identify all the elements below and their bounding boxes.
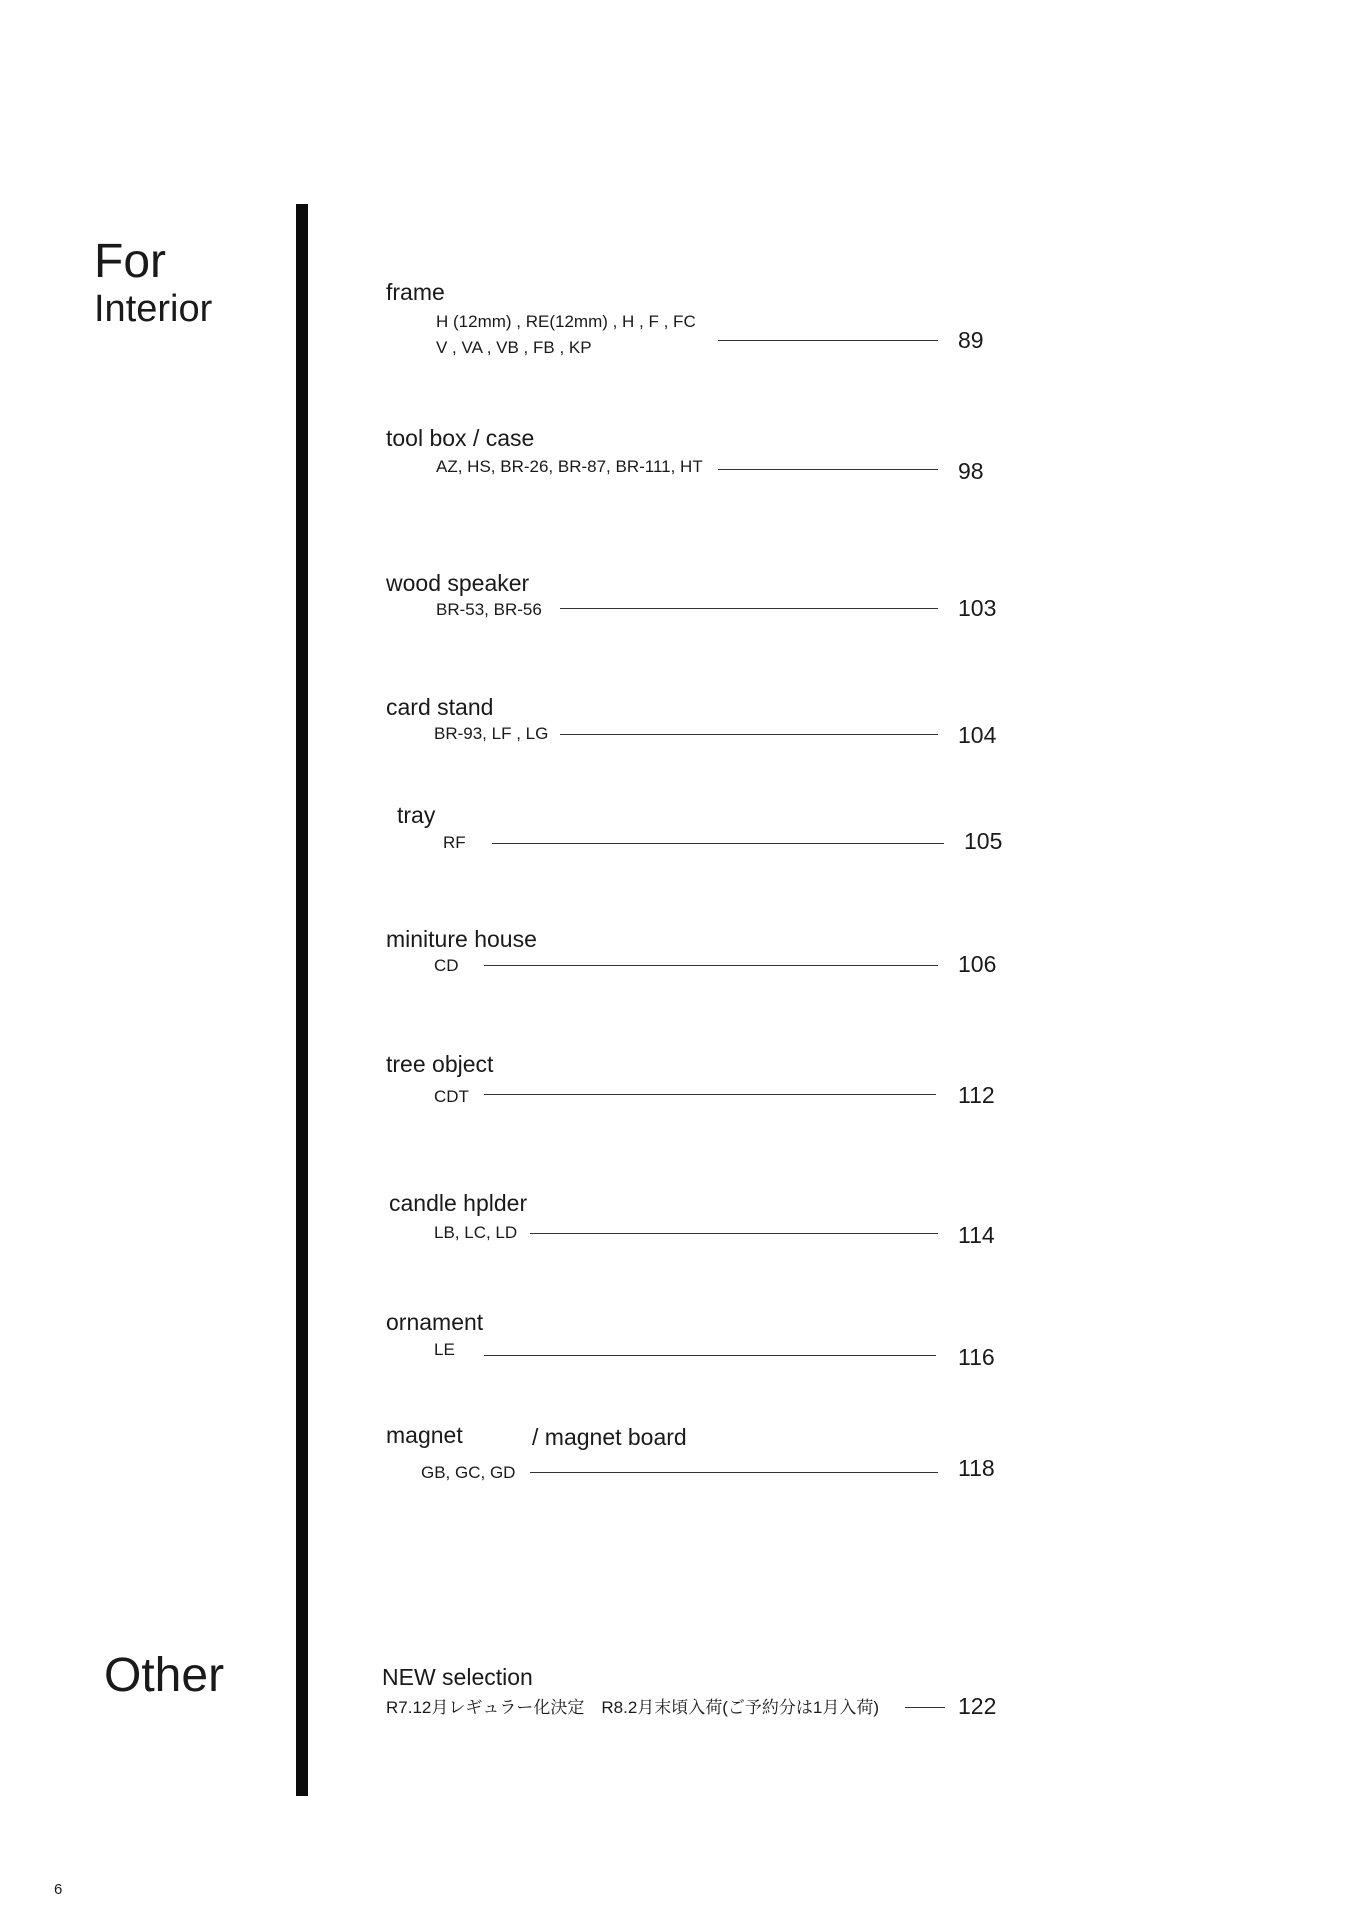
entry-title: ornament: [386, 1309, 484, 1335]
entry-title: tray: [397, 802, 436, 828]
entry-page-number: 116: [958, 1344, 995, 1370]
entry-title: wood speaker: [386, 570, 530, 596]
leader-line: [560, 608, 938, 609]
leader-line: [484, 1355, 936, 1356]
entry-title: tree object: [386, 1051, 494, 1077]
page-number: 6: [54, 1881, 63, 1898]
entry-models: BR-53, BR-56: [436, 600, 542, 619]
entry-title: NEW selection: [382, 1664, 533, 1690]
entry-models: H (12mm) , RE(12mm) , H , F , FC: [436, 312, 696, 331]
entry-title: tool box / case: [386, 425, 535, 451]
entry-models: CDT: [434, 1087, 469, 1106]
entry-note: R7.12月レギュラー化決定 R8.2月末頃入荷(ご予約分は1月入荷): [386, 1698, 880, 1717]
entry-page-number: 104: [958, 722, 997, 748]
entry-page-number: 98: [958, 458, 984, 484]
entry-models: LE: [434, 1340, 455, 1359]
entry-page-number: 122: [958, 1693, 997, 1719]
entry-title: miniture house: [386, 926, 537, 952]
entry-page-number: 105: [964, 828, 1003, 854]
section-title-other: Other: [104, 1649, 225, 1702]
entry-models: LB, LC, LD: [434, 1223, 518, 1242]
entry-title: magnet: [386, 1422, 463, 1448]
entry-title: candle hplder: [389, 1190, 528, 1216]
leader-line: [530, 1233, 938, 1234]
entry-page-number: 118: [958, 1455, 995, 1481]
entry-models: GB, GC, GD: [421, 1463, 516, 1482]
entry-title: frame: [386, 279, 445, 305]
entry-models: CD: [434, 956, 459, 975]
entry-title-extra: / magnet board: [532, 1424, 687, 1450]
entry-page-number: 103: [958, 595, 997, 621]
entry-page-number: 114: [958, 1222, 995, 1248]
leader-line: [560, 734, 938, 735]
leader-line: [718, 469, 938, 470]
leader-line: [484, 965, 938, 966]
entry-models: BR-93, LF , LG: [434, 724, 549, 743]
entry-models: AZ, HS, BR-26, BR-87, BR-111, HT: [436, 457, 703, 476]
entry-page-number: 89: [958, 327, 984, 353]
leader-line: [484, 1094, 936, 1095]
entry-models: V , VA , VB , FB , KP: [436, 338, 592, 357]
vertical-divider: [296, 204, 308, 1796]
entry-models: RF: [443, 833, 466, 852]
leader-line: [530, 1472, 938, 1473]
section-title-interior: Interior: [94, 288, 213, 330]
section-title-for: For: [94, 235, 166, 288]
entry-page-number: 112: [958, 1082, 995, 1108]
entry-title: card stand: [386, 694, 494, 720]
leader-line: [718, 340, 938, 341]
entry-page-number: 106: [958, 951, 997, 977]
leader-line: [905, 1707, 945, 1708]
leader-line: [492, 843, 944, 844]
